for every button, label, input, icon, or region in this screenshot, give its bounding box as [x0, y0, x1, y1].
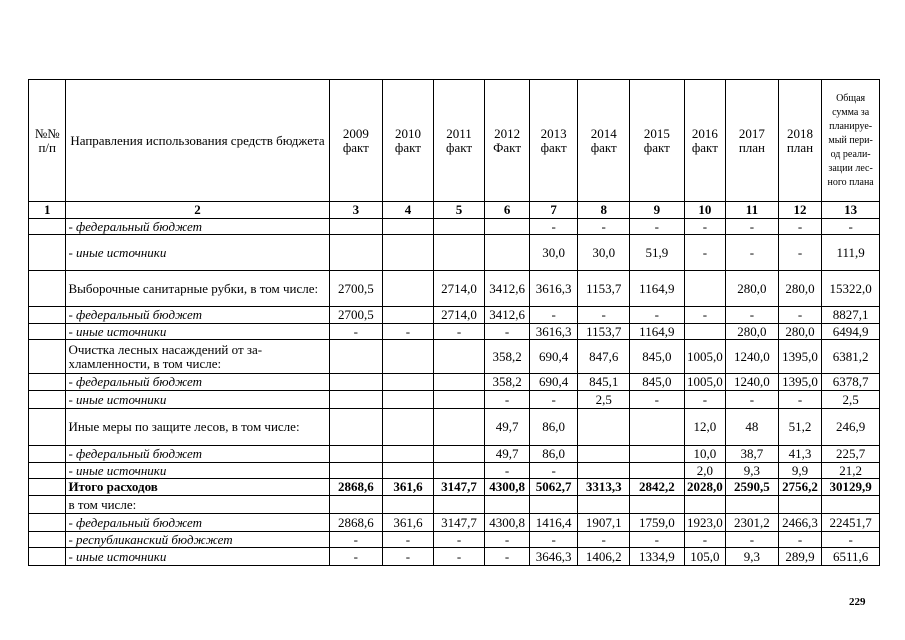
value-cell: 86,0 — [529, 446, 578, 463]
table-row — [29, 532, 880, 548]
value-cell: 111,9 — [822, 235, 880, 271]
value-cell: 12,0 — [684, 409, 725, 446]
value-cell: 1395,0 — [778, 374, 822, 391]
value-cell: 3616,3 — [529, 271, 578, 307]
value-cell: 280,0 — [726, 324, 779, 340]
row-index-cell — [29, 446, 66, 463]
row-index-cell — [29, 514, 66, 532]
value-cell: 2756,2 — [778, 479, 822, 496]
value-cell: 41,3 — [778, 446, 822, 463]
value-cell — [329, 496, 383, 514]
value-cell: 2301,2 — [726, 514, 779, 532]
value-cell: - — [529, 219, 578, 235]
row-label: - иные источники — [66, 391, 329, 409]
column-number: 5 — [433, 202, 485, 219]
table-row — [29, 374, 880, 391]
value-cell: 86,0 — [529, 409, 578, 446]
value-cell: 1153,7 — [578, 271, 630, 307]
value-cell — [433, 219, 485, 235]
value-cell — [329, 219, 383, 235]
value-cell: - — [578, 307, 630, 324]
header-direction: Направления использования средств бюджета — [66, 80, 329, 202]
value-cell — [383, 391, 434, 409]
value-cell: 1907,1 — [578, 514, 630, 532]
value-cell: 280,0 — [726, 271, 779, 307]
value-cell: 30,0 — [578, 235, 630, 271]
row-label: - иные источники — [66, 235, 329, 271]
value-cell: 361,6 — [383, 479, 434, 496]
value-cell: - — [383, 548, 434, 566]
value-cell — [329, 340, 383, 374]
value-cell: 2028,0 — [684, 479, 725, 496]
value-cell: 9,3 — [726, 463, 779, 479]
column-number: 1 — [29, 202, 66, 219]
value-cell: - — [778, 391, 822, 409]
row-index-cell — [29, 235, 66, 271]
value-cell: 280,0 — [778, 324, 822, 340]
row-index-cell — [29, 219, 66, 235]
header-2011: 2011 факт — [433, 80, 485, 202]
value-cell: 6511,6 — [822, 548, 880, 566]
table-row — [29, 235, 880, 271]
header-index: №№ п/п — [29, 80, 66, 202]
row-index-cell — [29, 532, 66, 548]
value-cell — [630, 496, 685, 514]
value-cell: - — [778, 532, 822, 548]
value-cell — [383, 446, 434, 463]
table-row — [29, 219, 880, 235]
value-cell: - — [684, 391, 725, 409]
value-cell: - — [778, 219, 822, 235]
value-cell — [578, 446, 630, 463]
value-cell: 1005,0 — [684, 340, 725, 374]
forest-budget-table — [28, 79, 880, 566]
row-label: Выборочные санитарные рубки, в том числе: — [66, 271, 329, 307]
value-cell: - — [684, 235, 725, 271]
row-label: в том числе: — [66, 496, 329, 514]
value-cell — [383, 307, 434, 324]
value-cell: 1164,9 — [630, 271, 685, 307]
value-cell: - — [630, 307, 685, 324]
column-number: 10 — [684, 202, 725, 219]
value-cell: 49,7 — [485, 446, 530, 463]
table-row — [29, 463, 880, 479]
value-cell: 1334,9 — [630, 548, 685, 566]
value-cell: - — [778, 307, 822, 324]
value-cell: 1240,0 — [726, 340, 779, 374]
value-cell — [329, 409, 383, 446]
value-cell: - — [578, 532, 630, 548]
value-cell: 358,2 — [485, 374, 530, 391]
value-cell: 1240,0 — [726, 374, 779, 391]
row-label: Итого расходов — [66, 479, 329, 496]
value-cell: - — [433, 324, 485, 340]
table-body — [29, 219, 880, 566]
value-cell: - — [726, 235, 779, 271]
value-cell: 2868,6 — [329, 479, 383, 496]
header-total: Общая сумма за планируе-мый пери-од реали-зации лес-ного плана — [822, 80, 880, 202]
column-number: 8 — [578, 202, 630, 219]
value-cell: - — [630, 219, 685, 235]
row-index-cell — [29, 391, 66, 409]
value-cell: 3412,6 — [485, 307, 530, 324]
value-cell: 5062,7 — [529, 479, 578, 496]
row-index-cell — [29, 409, 66, 446]
header-row — [29, 80, 880, 202]
value-cell — [383, 374, 434, 391]
row-label: - республиканский бюджжет — [66, 532, 329, 548]
value-cell: 847,6 — [578, 340, 630, 374]
value-cell — [684, 271, 725, 307]
value-cell — [383, 235, 434, 271]
header-2009: 2009 факт — [329, 80, 383, 202]
row-label: - иные источники — [66, 324, 329, 340]
row-label: - иные источники — [66, 548, 329, 566]
value-cell: 105,0 — [684, 548, 725, 566]
value-cell: 690,4 — [529, 340, 578, 374]
row-index-cell — [29, 307, 66, 324]
row-index-cell — [29, 271, 66, 307]
value-cell: 2714,0 — [433, 271, 485, 307]
value-cell: - — [329, 532, 383, 548]
value-cell: 6378,7 — [822, 374, 880, 391]
value-cell: 30129,9 — [822, 479, 880, 496]
value-cell: 1395,0 — [778, 340, 822, 374]
value-cell: 22451,7 — [822, 514, 880, 532]
value-cell: 1005,0 — [684, 374, 725, 391]
value-cell — [433, 496, 485, 514]
value-cell — [433, 340, 485, 374]
value-cell: - — [433, 548, 485, 566]
table-row — [29, 324, 880, 340]
value-cell: 3412,6 — [485, 271, 530, 307]
value-cell: - — [822, 219, 880, 235]
value-cell: - — [529, 463, 578, 479]
row-label: - иные источники — [66, 463, 329, 479]
value-cell — [822, 496, 880, 514]
column-number: 4 — [383, 202, 434, 219]
value-cell: 6494,9 — [822, 324, 880, 340]
column-number: 12 — [778, 202, 822, 219]
value-cell: - — [726, 532, 779, 548]
table-row — [29, 496, 880, 514]
value-cell: 2842,2 — [630, 479, 685, 496]
table-row — [29, 271, 880, 307]
value-cell — [383, 463, 434, 479]
value-cell: 10,0 — [684, 446, 725, 463]
value-cell — [433, 463, 485, 479]
header-2014: 2014 факт — [578, 80, 630, 202]
header-2016: 2016 факт — [684, 80, 725, 202]
table-row — [29, 514, 880, 532]
row-label: - федеральный бюджет — [66, 514, 329, 532]
value-cell: 2590,5 — [726, 479, 779, 496]
table-row — [29, 446, 880, 463]
value-cell: 1923,0 — [684, 514, 725, 532]
row-label: Очистка лесных насаждений от за-хламленности, в том числе: — [66, 340, 329, 374]
row-index-cell — [29, 496, 66, 514]
value-cell — [630, 463, 685, 479]
value-cell: 38,7 — [726, 446, 779, 463]
value-cell — [485, 235, 530, 271]
row-index-cell — [29, 548, 66, 566]
value-cell: - — [329, 548, 383, 566]
header-2017: 2017 план — [726, 80, 779, 202]
value-cell: 48 — [726, 409, 779, 446]
value-cell: 21,2 — [822, 463, 880, 479]
value-cell — [578, 496, 630, 514]
value-cell: 289,9 — [778, 548, 822, 566]
row-index-cell — [29, 463, 66, 479]
value-cell: 361,6 — [383, 514, 434, 532]
value-cell: - — [485, 324, 530, 340]
value-cell — [383, 496, 434, 514]
value-cell: - — [726, 307, 779, 324]
row-label: - федеральный бюджет — [66, 219, 329, 235]
column-number: 11 — [726, 202, 779, 219]
value-cell: 1164,9 — [630, 324, 685, 340]
value-cell: 9,9 — [778, 463, 822, 479]
value-cell: - — [433, 532, 485, 548]
row-index-cell — [29, 374, 66, 391]
value-cell — [433, 235, 485, 271]
value-cell — [529, 496, 578, 514]
value-cell — [485, 496, 530, 514]
table-row — [29, 479, 880, 496]
row-index-cell — [29, 340, 66, 374]
value-cell: 2700,5 — [329, 307, 383, 324]
value-cell — [329, 391, 383, 409]
value-cell — [684, 324, 725, 340]
row-index-cell — [29, 479, 66, 496]
table-row — [29, 548, 880, 566]
value-cell: - — [485, 463, 530, 479]
value-cell: 51,9 — [630, 235, 685, 271]
value-cell: - — [485, 548, 530, 566]
value-cell — [383, 271, 434, 307]
value-cell — [329, 463, 383, 479]
value-cell: - — [485, 391, 530, 409]
value-cell: 2868,6 — [329, 514, 383, 532]
value-cell: 1153,7 — [578, 324, 630, 340]
value-cell — [329, 446, 383, 463]
value-cell: - — [329, 324, 383, 340]
value-cell: 1416,4 — [529, 514, 578, 532]
value-cell: - — [726, 391, 779, 409]
value-cell — [433, 446, 485, 463]
value-cell: 358,2 — [485, 340, 530, 374]
value-cell: 280,0 — [778, 271, 822, 307]
table-row — [29, 391, 880, 409]
value-cell: - — [630, 391, 685, 409]
value-cell: - — [822, 532, 880, 548]
value-cell: - — [684, 307, 725, 324]
value-cell: - — [485, 532, 530, 548]
value-cell — [329, 374, 383, 391]
table-row — [29, 409, 880, 446]
value-cell — [578, 463, 630, 479]
value-cell: - — [383, 324, 434, 340]
row-label: - федеральный бюджет — [66, 307, 329, 324]
value-cell: - — [383, 532, 434, 548]
column-number: 2 — [66, 202, 329, 219]
column-number: 9 — [630, 202, 685, 219]
value-cell: 3646,3 — [529, 548, 578, 566]
value-cell — [433, 374, 485, 391]
header-2012: 2012 Факт — [485, 80, 530, 202]
header-2010: 2010 факт — [383, 80, 434, 202]
value-cell: 30,0 — [529, 235, 578, 271]
row-label: - федеральный бюджет — [66, 446, 329, 463]
value-cell: 51,2 — [778, 409, 822, 446]
column-number: 6 — [485, 202, 530, 219]
value-cell: 8827,1 — [822, 307, 880, 324]
value-cell — [383, 409, 434, 446]
value-cell: 2714,0 — [433, 307, 485, 324]
value-cell: 3313,3 — [578, 479, 630, 496]
value-cell: - — [630, 532, 685, 548]
value-cell: - — [684, 219, 725, 235]
value-cell: 49,7 — [485, 409, 530, 446]
value-cell: 15322,0 — [822, 271, 880, 307]
header-2015: 2015 факт — [630, 80, 685, 202]
value-cell: 3147,7 — [433, 479, 485, 496]
column-number-row — [29, 202, 880, 219]
row-index-cell — [29, 324, 66, 340]
value-cell: 1406,2 — [578, 548, 630, 566]
value-cell: 1759,0 — [630, 514, 685, 532]
value-cell: 4300,8 — [485, 479, 530, 496]
value-cell: 225,7 — [822, 446, 880, 463]
value-cell: 2,5 — [822, 391, 880, 409]
value-cell: 690,4 — [529, 374, 578, 391]
value-cell: 2700,5 — [329, 271, 383, 307]
value-cell: 246,9 — [822, 409, 880, 446]
value-cell: 4300,8 — [485, 514, 530, 532]
value-cell: 2466,3 — [778, 514, 822, 532]
column-number: 3 — [329, 202, 383, 219]
value-cell: 6381,2 — [822, 340, 880, 374]
value-cell: - — [578, 219, 630, 235]
header-2018: 2018 план — [778, 80, 822, 202]
column-number: 13 — [822, 202, 880, 219]
value-cell: 845,0 — [630, 340, 685, 374]
value-cell: - — [529, 307, 578, 324]
value-cell — [726, 496, 779, 514]
value-cell: 9,3 — [726, 548, 779, 566]
value-cell — [578, 409, 630, 446]
value-cell: 3147,7 — [433, 514, 485, 532]
value-cell: - — [726, 219, 779, 235]
value-cell — [383, 219, 434, 235]
value-cell: - — [529, 391, 578, 409]
row-label: - федеральный бюджет — [66, 374, 329, 391]
value-cell: 845,0 — [630, 374, 685, 391]
table-row — [29, 340, 880, 374]
row-label: Иные меры по защите лесов, в том числе: — [66, 409, 329, 446]
value-cell: 2,0 — [684, 463, 725, 479]
value-cell: 2,5 — [578, 391, 630, 409]
value-cell — [383, 340, 434, 374]
value-cell: 3616,3 — [529, 324, 578, 340]
value-cell — [433, 391, 485, 409]
value-cell — [485, 219, 530, 235]
column-number: 7 — [529, 202, 578, 219]
value-cell — [684, 496, 725, 514]
value-cell — [433, 409, 485, 446]
value-cell: 845,1 — [578, 374, 630, 391]
table-row — [29, 307, 880, 324]
value-cell — [329, 235, 383, 271]
page-number: 229 — [849, 596, 866, 608]
value-cell: - — [684, 532, 725, 548]
value-cell — [630, 446, 685, 463]
value-cell — [778, 496, 822, 514]
value-cell — [630, 409, 685, 446]
value-cell: - — [778, 235, 822, 271]
header-2013: 2013 факт — [529, 80, 578, 202]
value-cell: - — [529, 532, 578, 548]
